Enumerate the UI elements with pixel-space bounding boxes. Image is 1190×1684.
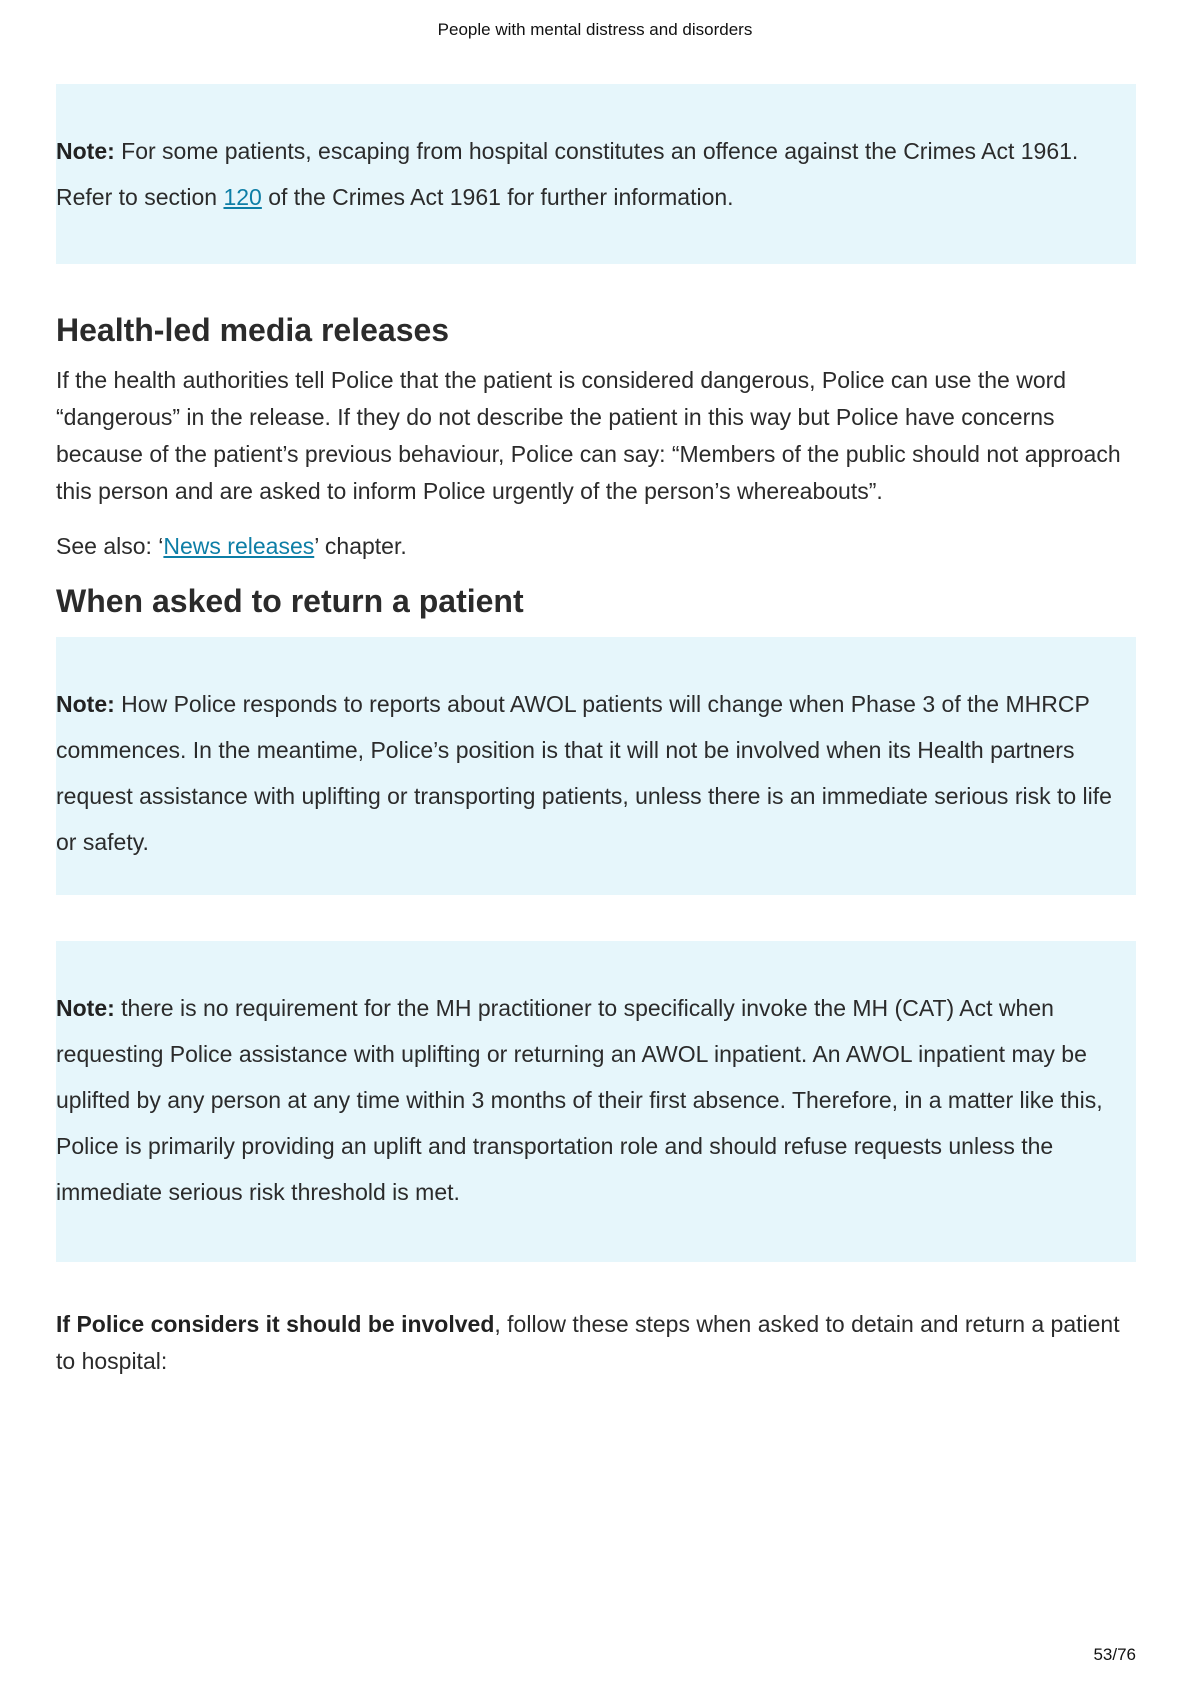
- section-120-link[interactable]: 120: [223, 184, 262, 210]
- page-content: [56, 84, 1136, 1380]
- steps-bold-lead: If Police considers it should be involved: [56, 1311, 495, 1337]
- section-heading-media-releases: Health-led media releases: [56, 312, 450, 348]
- note-label: Note:: [56, 691, 115, 717]
- note-text: there is no requirement for the MH practitioner to specifically invoke the MH (CAT) Act when requesting Police assistance with uplifting or returning an AWOL inpatient. An AWOL inpatient may be uplifted by any person at any time within 3 months of their first absence. Therefore, in a matter like this, Police is primarily providing an uplift and transportation role and should refuse requests unless the immediate serious risk threshold is met.: [56, 995, 1103, 1205]
- page-number: 53/76: [1093, 1645, 1136, 1664]
- running-header: People with mental distress and disorders: [437, 20, 753, 39]
- see-also-suffix: ’ chapter.: [314, 533, 407, 559]
- note-text: For some patients, escaping from hospital constitutes an offence against the Crimes Act 1961. Refer to section: [56, 138, 1079, 210]
- section-heading-return-patient: When asked to return a patient: [56, 583, 524, 619]
- note-box-awol-phase3: [56, 637, 1136, 895]
- steps-text: , follow these steps when asked to detain and return a patient to hospital:: [56, 1311, 1120, 1374]
- note-box-mh-cat-act: [56, 941, 1136, 1262]
- news-releases-link[interactable]: News releases: [163, 533, 315, 559]
- note-box-crimes-act: [56, 84, 1136, 264]
- note-label: Note:: [56, 138, 115, 164]
- see-also-prefix: See also: ‘: [56, 533, 164, 559]
- see-also-line: [56, 528, 1136, 565]
- media-releases-paragraph: If the health authorities tell Police that the patient is considered dangerous, Police can use the word “dangerous” in the release. If they do not describe the patient in this way but Police have concerns because of the patient’s previous behaviour, Police can say: “Members of the public should not approach this person and are asked to inform Police urgently of the person’s whereabouts”.: [56, 367, 1121, 504]
- note-text-end: of the Crimes Act 1961 for further information.: [261, 184, 734, 210]
- note-label: Note:: [56, 995, 115, 1021]
- return-steps-intro: [56, 1306, 1136, 1380]
- note-text: How Police responds to reports about AWOL patients will change when Phase 3 of the MHRCP commences. In the meantime, Police’s position is that it will not be involved when its Health partners request assistance with uplifting or transporting patients, unless there is an immediate serious risk to life or safety.: [56, 691, 1112, 855]
